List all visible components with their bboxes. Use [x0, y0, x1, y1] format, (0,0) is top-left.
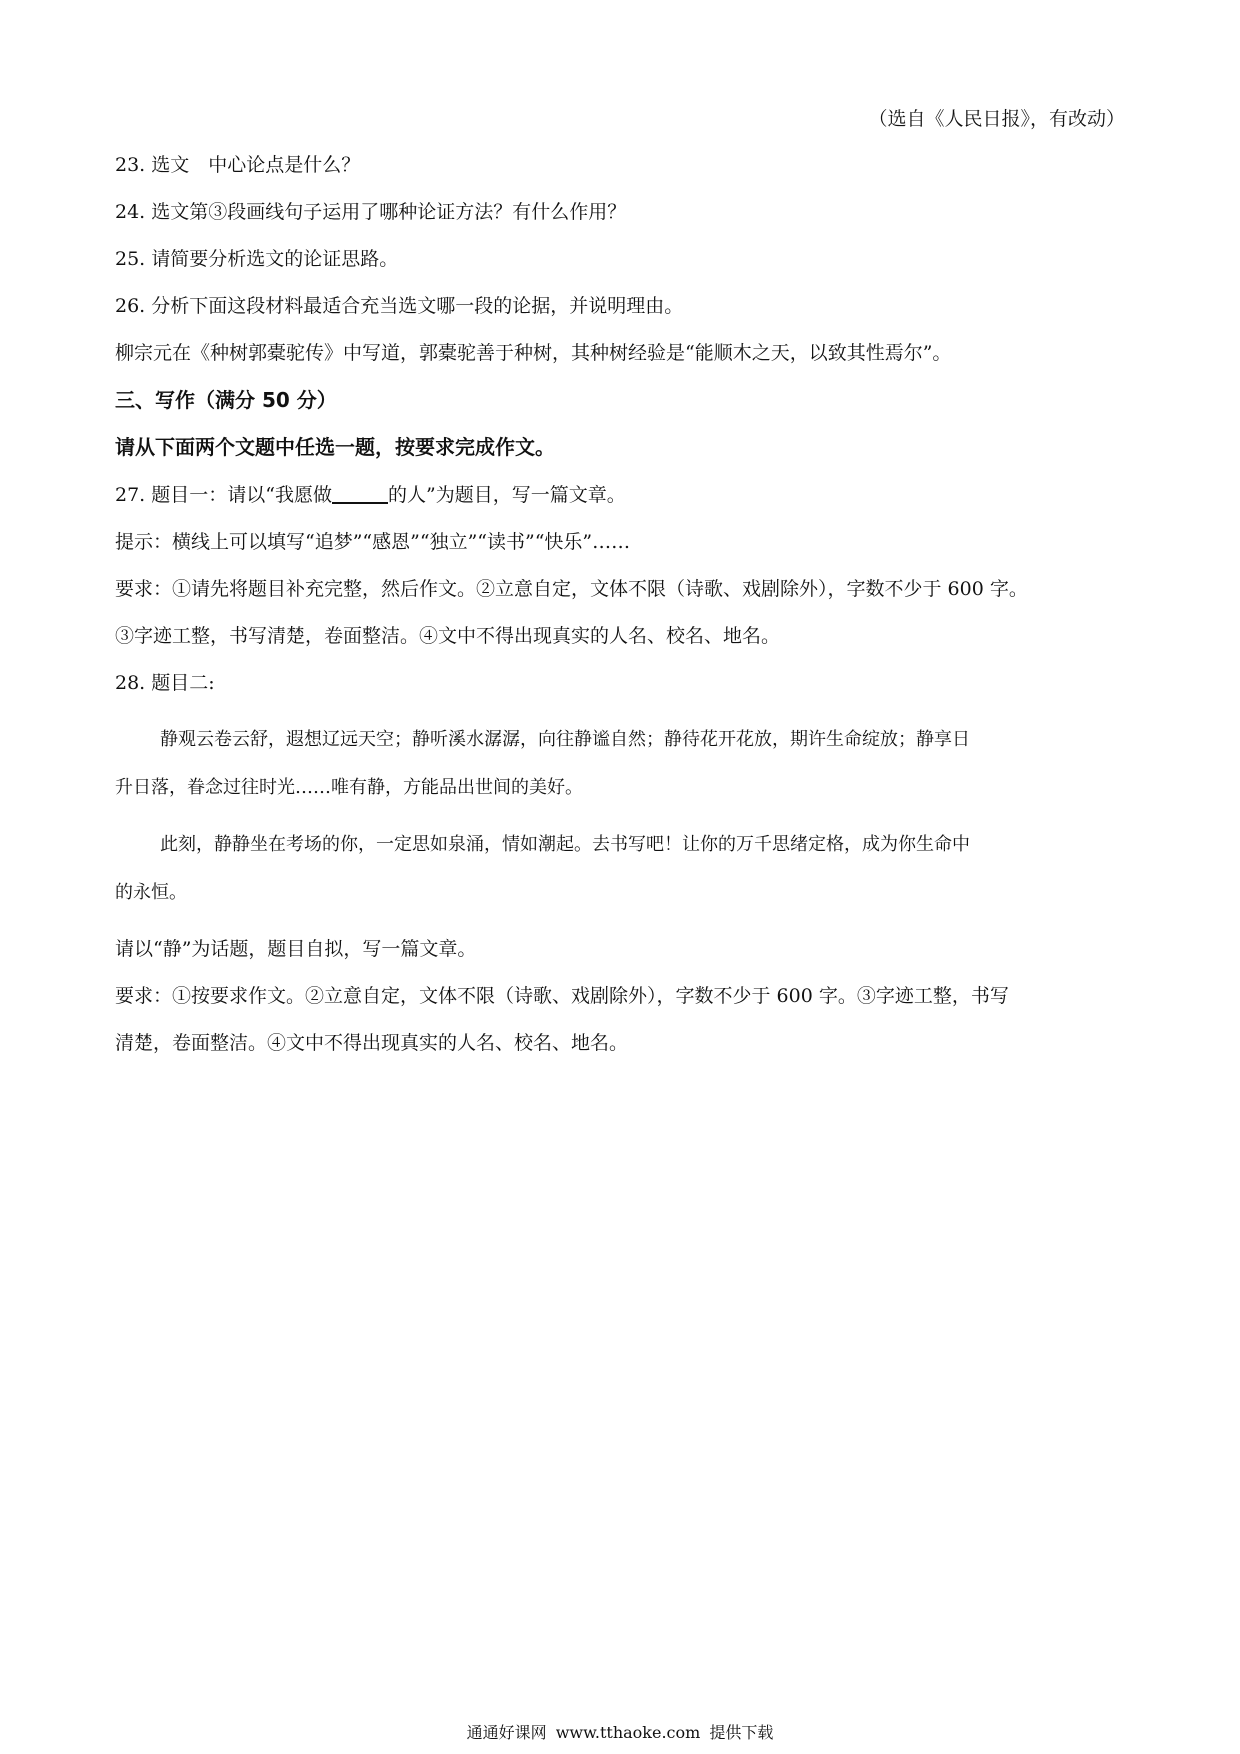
question-24: 24. 选文第③段画线句子运用了哪种论证方法？有什么作用？: [115, 201, 627, 223]
question-27-prefix: 27. 题目一：请以“我愿做: [115, 484, 332, 506]
question-25: 25. 请简要分析选文的论证思路。: [115, 248, 399, 270]
source-note: （选自《人民日报》，有改动）: [868, 108, 1125, 130]
footer-site-name: 通通好课网: [466, 1723, 547, 1742]
question-28-para1-line2: 升日落，眷念过往时光……唯有静，方能品出世间的美好。: [115, 777, 583, 798]
question-28-topic: 请以“静”为话题，题目自拟，写一篇文章。: [115, 938, 477, 960]
question-26: 26. 分析下面这段材料最适合充当选文哪一段的论据，并说明理由。: [115, 295, 684, 317]
section-instruction: 请从下面两个文题中任选一题，按要求完成作文。: [115, 435, 555, 459]
question-27-hint: 提示：横线上可以填写“追梦”“感恩”“独立”“读书”“快乐”……: [115, 531, 631, 553]
question-27-requirement-1: 要求：①请先将题目补充完整，然后作文。②立意自定，文体不限（诗歌、戏剧除外），字数不少于 600 字。: [115, 578, 1028, 600]
question-28-para1-line1: 静观云卷云舒，遐想辽远天空；静听溪水潺潺，向往静谧自然；静待花开花放，期许生命绽放；静享日: [160, 729, 970, 750]
question-27-requirement-2: ③字迹工整，书写清楚，卷面整洁。④文中不得出现真实的人名、校名、地名。: [115, 625, 781, 647]
question-28-requirement-1: 要求：①按要求作文。②立意自定，文体不限（诗歌、戏剧除外），字数不少于 600 字。③字迹工整，书写: [115, 985, 1009, 1007]
question-23: 23. 选文 中心论点是什么？: [115, 154, 361, 176]
question-28-para2-line2: 的永恒。: [115, 882, 187, 903]
footer-url[interactable]: www.tthaoke.com: [555, 1723, 701, 1742]
footer-provided: 提供下载: [709, 1723, 774, 1742]
section-title: 三、写作（满分 50 分）: [115, 388, 337, 412]
title-blank: [332, 480, 388, 504]
question-27-suffix: 的人”为题目，写一篇文章。: [387, 484, 626, 506]
question-28-para2-line1: 此刻，静静坐在考场的你，一定思如泉涌，情如潮起。去书写吧！让你的万千思绪定格，成为你生命中: [160, 834, 970, 855]
question-28-requirement-2: 清楚，卷面整洁。④文中不得出现真实的人名、校名、地名。: [115, 1032, 629, 1054]
question-26-material: 柳宗元在《种树郭橐驼传》中写道，郭橐驼善于种树，其种树经验是“能顺木之天，以致其性焉尔”。: [115, 342, 952, 364]
question-27-title: [115, 480, 1135, 510]
question-28-title: 28. 题目二:: [115, 672, 215, 694]
page-footer: [0, 1720, 1240, 1743]
